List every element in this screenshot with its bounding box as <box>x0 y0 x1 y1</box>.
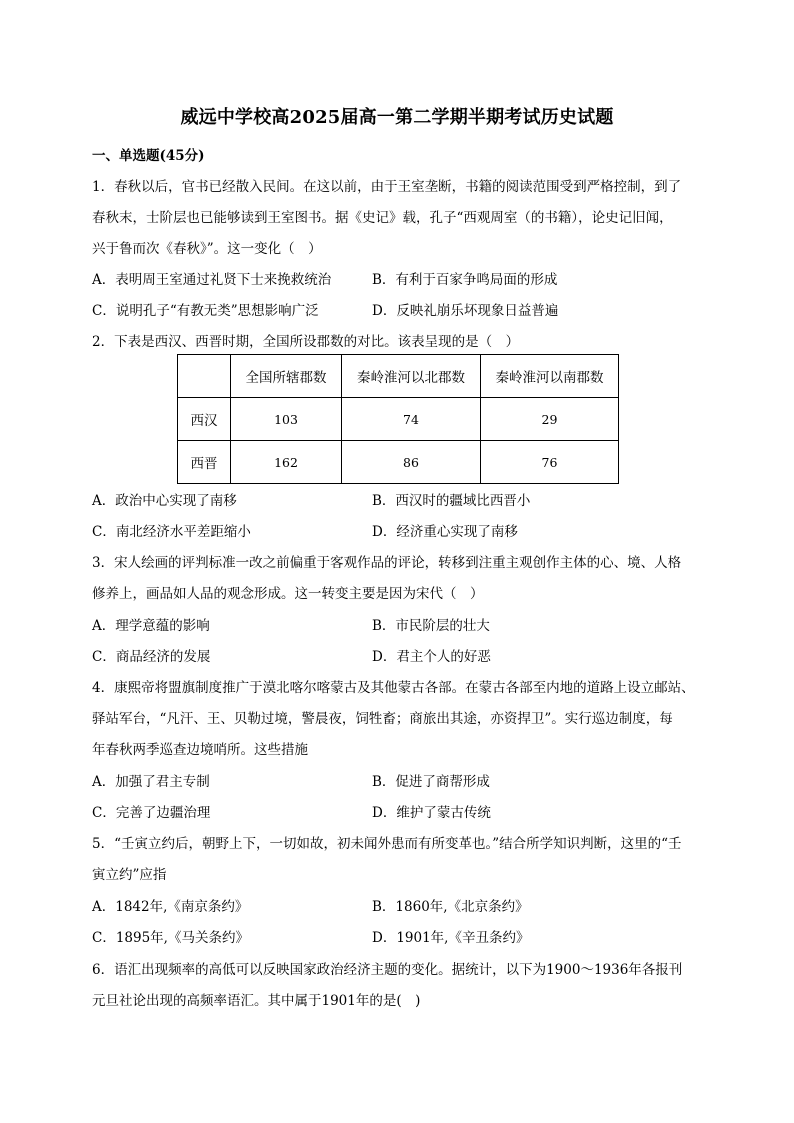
q4-line-3: 年春秋两季巡查边境哨所。这些措施 <box>92 742 308 758</box>
table-cell: 162 <box>231 441 342 484</box>
table-cell: 西晋 <box>178 441 231 484</box>
q1-line-1: 1．春秋以后，官书已经散入民间。在这以前，由于王室垄断，书籍的阅读范围受到严格控制，到了 <box>92 179 682 195</box>
q5-option-a: A．1842年,《南京条约》 <box>92 899 249 915</box>
table-cell: 76 <box>481 441 619 484</box>
q4-option-d: D．维护了蒙古传统 <box>372 805 491 821</box>
q1-line-3: 兴于鲁而次《春秋》”。这一变化（ ） <box>92 241 322 257</box>
q4-option-c: C．完善了边疆治理 <box>92 805 211 821</box>
q6-line-2: 元旦社论出现的高频率语汇。其中属于1901年的是( ) <box>92 993 421 1009</box>
q5-option-c: C．1895年,《马关条约》 <box>92 930 249 946</box>
q5-option-d: D．1901年,《辛丑条约》 <box>372 930 530 946</box>
q2-line-1: 2．下表是西汉、西晋时期，全国所设郡数的对比。该表呈现的是（ ） <box>92 334 520 350</box>
q3-line-2: 修养上，画品如人品的观念形成。这一转变主要是因为宋代（ ） <box>92 586 484 602</box>
q3-line-1: 3．宋人绘画的评判标准一改之前偏重于客观作品的评论，转移到注重主观创作主体的心、境、人格 <box>92 555 682 571</box>
q2-option-c: C．南北经济水平差距缩小 <box>92 524 251 540</box>
q4-line-2: 驿站军台，“凡汗、王、贝勒过境，警晨夜，饲牲畜；商旅出其途，亦资捍卫”。实行巡边制度，每 <box>92 711 673 727</box>
q4-option-b: B．促进了商帮形成 <box>372 774 490 790</box>
q2-option-a: A．政治中心实现了南移 <box>92 493 237 509</box>
q5-option-b: B．1860年,《北京条约》 <box>372 899 529 915</box>
exam-title: 威远中学校高2025届高一第二学期半期考试历史试题 <box>180 107 614 128</box>
table-header-cell: 全国所辖郡数 <box>231 355 342 398</box>
table-header-row <box>178 355 619 398</box>
q5-line-1: 5．“壬寅立约后，朝野上下，一切如故，初未闻外患而有所变革也。”结合所学知识判断，这里的“壬 <box>92 836 682 852</box>
section-heading: 一、单选题(45分) <box>92 148 205 164</box>
q3-option-d: D．君主个人的好恶 <box>372 649 491 665</box>
table-cell: 103 <box>231 398 342 441</box>
q3-option-b: B．市民阶层的壮大 <box>372 618 490 634</box>
q4-line-1: 4．康熙帝将盟旗制度推广于漠北喀尔喀蒙古及其他蒙古各部。在蒙古各部至内地的道路上设立邮站、 <box>92 680 695 696</box>
q3-option-a: A．理学意蕴的影响 <box>92 618 210 634</box>
table-row <box>178 441 619 484</box>
q5-line-2: 寅立约”应指 <box>92 867 167 883</box>
county-table <box>177 354 619 484</box>
table-cell: 西汉 <box>178 398 231 441</box>
q1-option-d: D．反映礼崩乐坏现象日益普遍 <box>372 303 559 319</box>
table-header-cell: 秦岭淮河以南郡数 <box>481 355 619 398</box>
q2-option-b: B．西汉时的疆域比西晋小 <box>372 493 531 509</box>
q2-option-d: D．经济重心实现了南移 <box>372 524 518 540</box>
q6-line-1: 6．语汇出现频率的高低可以反映国家政治经济主题的变化。据统计，以下为1900～1936年各报刊 <box>92 962 683 978</box>
table-header-cell <box>178 355 231 398</box>
q4-option-a: A．加强了君主专制 <box>92 774 210 790</box>
q1-option-c: C．说明孔子“有教无类”思想影响广泛 <box>92 303 319 319</box>
q1-option-a: A．表明周王室通过礼贤下士来挽救统治 <box>92 272 332 288</box>
q3-option-c: C．商品经济的发展 <box>92 649 211 665</box>
q1-option-b: B．有利于百家争鸣局面的形成 <box>372 272 558 288</box>
q1-line-2: 春秋末，士阶层也已能够读到王室图书。据《史记》载，孔子“西观周室（的书籍），论史记旧闻， <box>92 210 673 226</box>
table-cell: 86 <box>342 441 481 484</box>
table-cell: 74 <box>342 398 481 441</box>
table-row <box>178 398 619 441</box>
table-cell: 29 <box>481 398 619 441</box>
table-header-cell: 秦岭淮河以北郡数 <box>342 355 481 398</box>
